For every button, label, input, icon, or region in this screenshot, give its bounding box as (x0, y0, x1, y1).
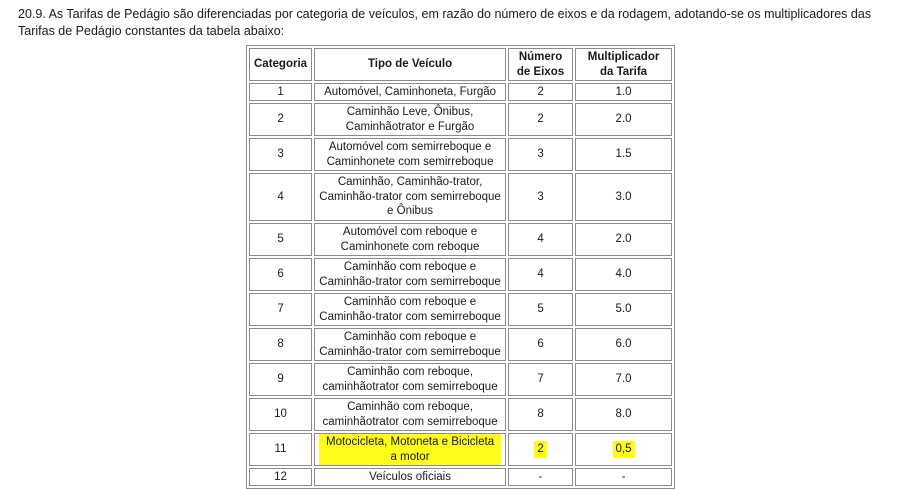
highlight-eixos: 2 (534, 441, 546, 458)
cell-tipo-veiculo: Automóvel, Caminhoneta, Furgão (314, 83, 506, 101)
cell-eixos: 6 (508, 328, 573, 361)
cell-categoria: 1 (249, 83, 312, 101)
cell-tipo-veiculo: Caminhão Leve, Ônibus, Caminhãotrator e Furgão (314, 103, 506, 136)
table-row (249, 363, 672, 396)
highlight-multiplicador: 0,5 (613, 441, 635, 458)
header-numero-eixos: Número de Eixos (508, 48, 573, 81)
cell-tipo-veiculo: Caminhão com reboque e Caminhão-trator com semirreboque (314, 293, 506, 326)
cell-tipo-veiculo: Caminhão com reboque e Caminhão-trator com semirreboque (314, 328, 506, 361)
cell-tipo-veiculo: Automóvel com reboque e Caminhonete com reboque (314, 223, 506, 256)
cell-multiplicador: 8.0 (575, 398, 672, 431)
cell-eixos: 7 (508, 363, 573, 396)
intro-paragraph: 20.9. As Tarifas de Pedágio são diferenciadas por categoria de veículos, em razão do número de eixos e da rodagem, adotando-se os multiplicadores das Tarifas de Pedágio constantes da tabela abaixo: (18, 7, 872, 38)
cell-categoria: 5 (249, 223, 312, 256)
cell-multiplicador: 1.0 (575, 83, 672, 101)
cell-tipo-veiculo: Caminhão com reboque e Caminhão-trator com semirreboque (314, 258, 506, 291)
tariff-table (246, 45, 675, 489)
table-row (249, 83, 672, 101)
table-row-highlighted (249, 433, 672, 466)
table-row (249, 468, 672, 486)
tariff-table-container (246, 45, 675, 489)
table-row (249, 103, 672, 136)
cell-categoria: 4 (249, 173, 312, 221)
table-row (249, 138, 672, 171)
cell-eixos: 8 (508, 398, 573, 431)
cell-categoria: 12 (249, 468, 312, 486)
cell-categoria: 10 (249, 398, 312, 431)
cell-tipo-veiculo (314, 433, 506, 466)
cell-categoria: 8 (249, 328, 312, 361)
cell-multiplicador: 4.0 (575, 258, 672, 291)
cell-multiplicador: 1.5 (575, 138, 672, 171)
cell-categoria: 11 (249, 433, 312, 466)
cell-categoria: 2 (249, 103, 312, 136)
cell-multiplicador: 2.0 (575, 223, 672, 256)
cell-eixos: 5 (508, 293, 573, 326)
cell-eixos: 3 (508, 138, 573, 171)
cell-tipo-veiculo: Caminhão com reboque, caminhãotrator com semirreboque (314, 363, 506, 396)
cell-tipo-veiculo: Caminhão, Caminhão-trator, Caminhão-trator com semirreboque e Ônibus (314, 173, 506, 221)
header-categoria: Categoria (249, 48, 312, 81)
cell-eixos: 2 (508, 103, 573, 136)
cell-eixos: 3 (508, 173, 573, 221)
cell-multiplicador: - (575, 468, 672, 486)
cell-tipo-veiculo: Veículos oficiais (314, 468, 506, 486)
cell-categoria: 3 (249, 138, 312, 171)
cell-eixos (508, 433, 573, 466)
table-row (249, 398, 672, 431)
cell-multiplicador: 7.0 (575, 363, 672, 396)
cell-multiplicador: 2.0 (575, 103, 672, 136)
header-multiplicador: Multiplicador da Tarifa (575, 48, 672, 81)
cell-eixos: 4 (508, 223, 573, 256)
highlight-tipo-veiculo: Motocicleta, Motoneta e Bicicleta a motor (319, 434, 501, 465)
cell-tipo-veiculo: Automóvel com semirreboque e Caminhonete com semirreboque (314, 138, 506, 171)
cell-multiplicador: 3.0 (575, 173, 672, 221)
cell-eixos: 4 (508, 258, 573, 291)
cell-eixos: 2 (508, 83, 573, 101)
cell-multiplicador (575, 433, 672, 466)
header-tipo-veiculo: Tipo de Veículo (314, 48, 506, 81)
cell-multiplicador: 6.0 (575, 328, 672, 361)
cell-eixos: - (508, 468, 573, 486)
table-row (249, 293, 672, 326)
cell-tipo-veiculo: Caminhão com reboque, caminhãotrator com semirreboque (314, 398, 506, 431)
cell-categoria: 9 (249, 363, 312, 396)
cell-multiplicador: 5.0 (575, 293, 672, 326)
table-row (249, 328, 672, 361)
cell-categoria: 6 (249, 258, 312, 291)
table-row (249, 223, 672, 256)
table-row (249, 173, 672, 221)
cell-categoria: 7 (249, 293, 312, 326)
table-row (249, 258, 672, 291)
table-header-row (249, 48, 672, 81)
